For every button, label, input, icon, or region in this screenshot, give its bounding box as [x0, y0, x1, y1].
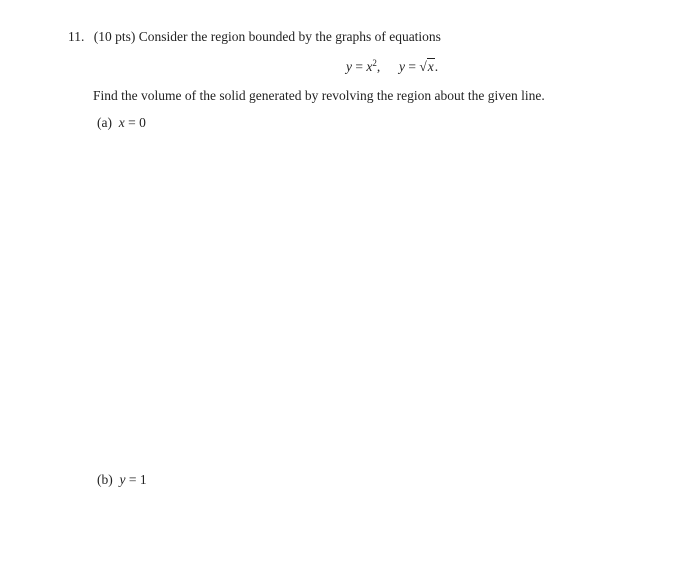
eq2-rel: = — [408, 59, 416, 74]
eq2-punct: . — [434, 59, 439, 74]
part-b-label: (b) — [97, 472, 113, 487]
instruction-text: Find the volume of the solid generated by revolving the region about the given line. — [93, 88, 545, 103]
problem-header — [68, 29, 441, 45]
equations-display — [346, 59, 438, 75]
eq2-lhs: y — [399, 59, 405, 74]
part-a — [97, 115, 146, 131]
sqrt-symbol: √ — [419, 59, 427, 74]
problem-points: (10 pts) — [93, 29, 136, 44]
part-a-value: 0 — [139, 115, 146, 130]
eq1-base: x — [366, 59, 373, 74]
sqrt-expression — [419, 59, 434, 75]
part-a-rel: = — [128, 115, 136, 130]
eq1-exponent: 2 — [372, 58, 377, 68]
part-b — [97, 472, 147, 488]
part-a-equation — [119, 115, 146, 130]
part-a-label: (a) — [97, 115, 112, 130]
problem-number: 11. — [68, 29, 85, 44]
part-a-var: x — [118, 115, 125, 130]
equation-sqrt — [399, 59, 438, 74]
eq1-lhs: y — [346, 59, 352, 74]
equation-parabola — [346, 59, 384, 74]
part-b-var: y — [119, 472, 126, 487]
eq1-rel: = — [355, 59, 363, 74]
part-b-value: 1 — [139, 472, 147, 487]
part-b-equation — [120, 472, 147, 487]
eq1-punct: , — [376, 59, 381, 74]
part-b-rel: = — [128, 472, 137, 487]
problem-statement: Consider the region bounded by the graphs of equations — [138, 29, 441, 44]
sqrt-radicand: x — [427, 59, 434, 74]
